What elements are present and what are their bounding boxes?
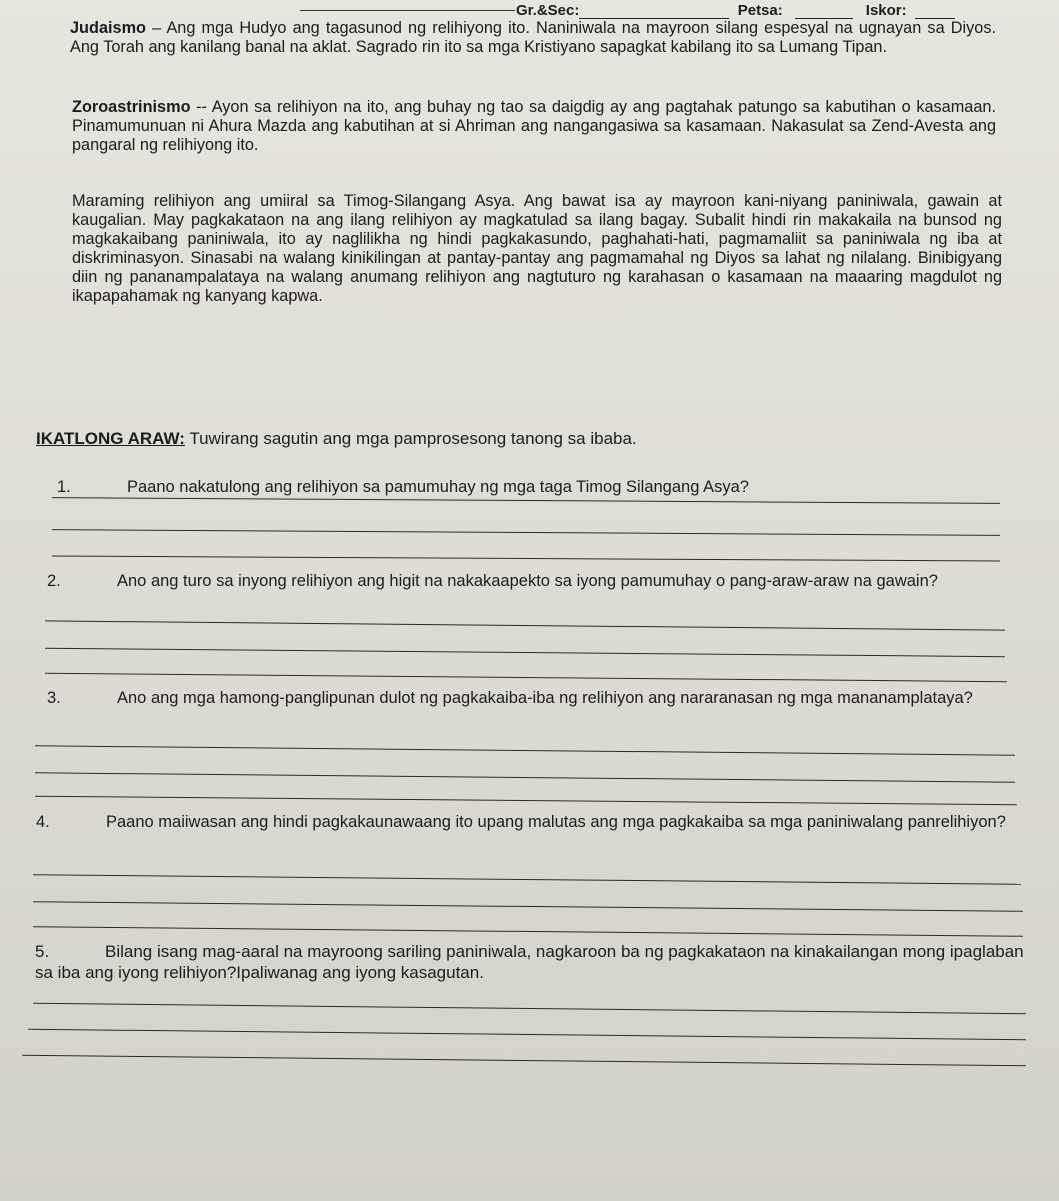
answer-line[interactable] <box>28 1029 1026 1040</box>
header-rule <box>300 10 515 11</box>
section-heading <box>36 429 637 449</box>
answer-line[interactable] <box>33 926 1023 937</box>
question-text: Paano maiiwasan ang hindi pagkakaunawaang ito upang malutas ang mga pagkakaiba sa mga paniniwalang panrelihiyon? <box>106 813 1006 831</box>
answer-line[interactable] <box>45 620 1005 630</box>
answer-line[interactable] <box>35 796 1017 806</box>
text-judaismo: – Ang mga Hudyo ang tagasunod ng relihiyong ito. Naniniwala na mayroon silang espesyal na ugnayan sa Diyos. Ang Torah ang kanilang banal na aklat. Sagrado rin ito sa mga Kristiyano sapagkat kabilang ito sa Lumang Tipan. <box>70 19 996 56</box>
question-5 <box>35 941 1035 983</box>
term-judaismo: Judaismo <box>70 19 147 37</box>
answer-line[interactable] <box>35 745 1015 755</box>
text-zoroastrinismo: -- Ayon sa relihiyon na ito, ang buhay ng tao sa daigdig ay ang pagtahak patungo sa kabutihan o kasamaan. Pinamumunuan ni Ahura Mazda ang kabutihan at si Ahriman ang nangangasiwa sa kasamaan. Nakasulat sa Zend-Avesta ang pangaral ng relihiyong ito. <box>72 98 996 154</box>
question-3 <box>47 688 1022 709</box>
paragraph-summary: Maraming relihiyon ang umiiral sa Timog-Silangang Asya. Ang bawat isa ay mayroon kani-niyang paniniwala, gawain at kaugalian. May pagkakataon na ang ilang relihiyon ay magkatulad sa ilang bagay. Subalit hindi rin makakaila na bunsod ng magkakaibang paniniwala, ito ay naglilikha ng hindi pagkakasundo, paghahati-hati, pagmamaliit sa paniniwala ng iba at diskriminasyon. Sinasabi na walang kinikilingan at pantay-pantay ang pagmamahal ng Diyos sa lahat ng nilalang. Binibigyang diin ng pananampalataya na walang anumang relihiyon ang nagtuturo ng karahasan o kasamaan na maaaring magdulot ng ikapapahamak ng kanyang kapwa. <box>72 192 1002 305</box>
answer-line[interactable] <box>33 901 1023 912</box>
section-title: IKATLONG ARAW: <box>36 429 185 448</box>
question-1 <box>57 477 1047 498</box>
answer-line[interactable] <box>33 1003 1026 1014</box>
header-fields <box>516 2 999 19</box>
question-text: Bilang isang mag-aaral na mayroong sariling paniniwala, nagkaroon ba ng pagkakataon na kinakailangan mong ipaglaban sa iba ang iyong relihiyon?Ipaliwanag ang iyong kasagutan. <box>35 942 1024 982</box>
answer-line[interactable] <box>35 772 1015 782</box>
answer-line[interactable] <box>33 874 1021 884</box>
grsec-label: Gr.&Sec: <box>516 2 580 19</box>
question-number: 1. <box>57 478 71 496</box>
section-instruction: Tuwirang sagutin ang mga pamprosesong tanong sa ibaba. <box>184 429 637 448</box>
question-number: 5. <box>35 942 50 961</box>
question-2 <box>47 571 1022 592</box>
answer-line[interactable] <box>52 529 1000 536</box>
question-number: 4. <box>36 813 50 831</box>
grsec-blank[interactable] <box>579 4 729 19</box>
question-text: Paano nakatulong ang relihiyon sa pamumuhay ng mga taga Timog Silangang Asya? <box>127 478 749 496</box>
paragraph-zoroastrinismo <box>72 98 996 155</box>
answer-line[interactable] <box>45 648 1005 657</box>
iskor-label: Iskor: <box>865 2 907 19</box>
term-zoroastrinismo: Zoroastrinismo <box>72 98 191 116</box>
question-text: Ano ang mga hamong-panglipunan dulot ng pagkakaiba-iba ng relihiyon ang nararanasan ng mga mananamplataya? <box>117 689 973 707</box>
iskor-blank[interactable] <box>915 4 955 19</box>
answer-line[interactable] <box>52 497 1000 504</box>
paragraph-judaismo <box>70 19 996 57</box>
question-text: Ano ang turo sa inyong relihiyon ang higit na nakakaapekto sa iyong pamumuhay o pang-araw-araw na gawain? <box>117 572 938 590</box>
answer-line[interactable] <box>52 556 1000 562</box>
answer-line[interactable] <box>45 673 1007 682</box>
answer-line[interactable] <box>22 1055 1026 1067</box>
question-number: 3. <box>47 689 61 707</box>
petsa-blank[interactable] <box>795 4 853 19</box>
question-4 <box>36 812 1026 833</box>
question-number: 2. <box>47 572 61 590</box>
petsa-label: Petsa: <box>737 2 783 19</box>
